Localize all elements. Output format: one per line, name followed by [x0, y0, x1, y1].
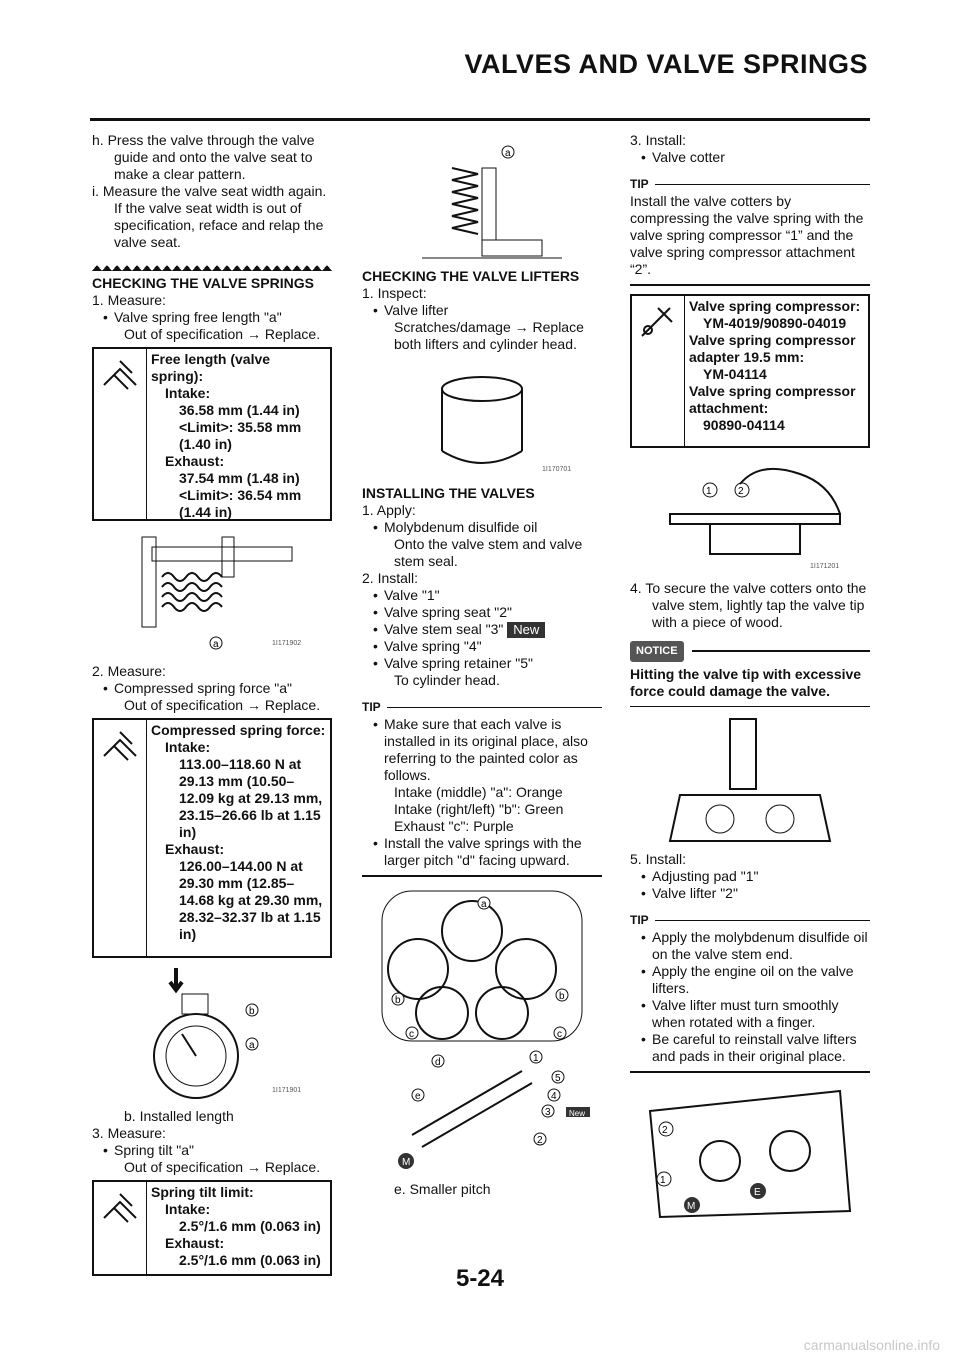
fig-label: 4: [551, 1090, 557, 1102]
spec-exhaust-limit: <Limit>: 36.54 mm (1.44 in): [179, 487, 302, 520]
fig-label: 5: [555, 1072, 561, 1084]
figure-cylinder-head: [372, 885, 592, 1175]
lifter-step-1-result: Scratches/damage → Replace both lifters and cylinder head.: [394, 319, 584, 352]
spec-exhaust-label: Exhaust:: [165, 1235, 225, 1251]
tool-icon: [94, 349, 147, 519]
step-1-result: Out of specification → Replace.: [124, 326, 321, 342]
step-3-bullet: • Spring tilt "a": [92, 1142, 332, 1159]
section-title-lifters: CHECKING THE VALVE LIFTERS: [362, 268, 580, 284]
figure-caliper: [112, 527, 312, 657]
engine-oil-icon: E: [754, 1186, 761, 1198]
install-destination: To cylinder head.: [394, 672, 500, 688]
column-middle: [362, 132, 602, 1198]
fig-label: b: [559, 990, 565, 1002]
tip-item: • Install the valve springs with the larger pitch "d" facing upward.: [362, 835, 602, 869]
tip-header: [630, 176, 870, 193]
lifter-step-1-bullet: • Valve lifter: [362, 302, 602, 319]
step-3: 3. Measure:: [92, 1125, 166, 1141]
section-title-springs: CHECKING THE VALVE SPRINGS: [92, 275, 314, 291]
tool-icon: [94, 720, 147, 956]
lifter-step-1: 1. Inspect:: [362, 285, 427, 301]
step-2-result: Out of specification → Replace.: [124, 697, 321, 713]
column-left: [92, 132, 332, 1280]
spec-intake-value: 2.5°/1.6 mm (0.063 in): [179, 1218, 321, 1234]
step-3-install: 3. Install:: [630, 132, 687, 148]
spec-intake-label: Intake:: [165, 1201, 211, 1217]
page-number: 5-24: [455, 1265, 505, 1292]
apply-step: 1. Apply:: [362, 502, 416, 518]
tip-item: • Apply the engine oil on the valve lifters.: [630, 963, 870, 997]
fig-label: 1: [533, 1052, 539, 1064]
fig-label: 3: [545, 1106, 551, 1118]
tip-end-rule: [630, 1071, 870, 1073]
tip-label: TIP: [362, 700, 381, 714]
step-4: 4. To secure the valve cotters onto the valve stem, lightly tap the valve tip with a piece of wood.: [630, 579, 867, 630]
install-item-seal-text: Valve stem seal "3": [384, 621, 504, 637]
tip-color-line: Intake (middle) "a": Orange: [394, 784, 563, 800]
page-title: VALVES AND VALVE SPRINGS: [464, 49, 868, 79]
spec-intake-value: 113.00–118.60 N at 29.13 mm (10.50–12.09 kg at 29.13 mm, 23.15–26.66 lb at 1.15 in): [179, 756, 323, 840]
fig-caption: b. Installed length: [124, 1108, 234, 1124]
tool-icon: [94, 1182, 147, 1274]
figure-code: 1I171201: [810, 562, 840, 570]
fig-label: b: [395, 994, 401, 1006]
spec-label: Compressed spring force:: [151, 722, 326, 738]
spec-exhaust-label: Exhaust:: [165, 841, 225, 857]
tool-label: Valve spring compressor adapter 19.5 mm:: [689, 331, 856, 365]
tip-label: TIP: [630, 177, 649, 191]
step-2-bullet: • Compressed spring force "a": [92, 680, 332, 697]
spec-box-tilt: [92, 1180, 332, 1276]
step-5-item: • Valve lifter "2": [630, 885, 870, 902]
notice-end-rule: [630, 706, 870, 708]
notice-badge: NOTICE: [630, 641, 684, 662]
apply-bullet: • Molybdenum disulfide oil: [362, 519, 602, 536]
spec-intake-label: Intake:: [165, 739, 211, 755]
step-i: i. Measure the valve seat width again. If the valve seat width is out of specification, reface and relap the valve seat.: [92, 183, 327, 250]
spec-box-free-length: [92, 347, 332, 521]
tool-number: YM-4019/90890-04019: [703, 314, 847, 331]
fig-label: 1: [706, 485, 712, 497]
fig-label: a: [249, 1040, 255, 1051]
figure-lifter-install: [640, 1081, 860, 1221]
figure-spring-tilt: [382, 138, 582, 262]
watermark: carmanualsonline.info: [803, 1337, 940, 1353]
install-step: 2. Install:: [362, 570, 419, 586]
install-item-seal: [362, 621, 602, 638]
fig-label: a: [505, 148, 511, 159]
title-rule: [90, 118, 870, 121]
fig-label: a: [481, 898, 487, 910]
figure-code: 1I171902: [272, 640, 302, 647]
tip-item: • Valve lifter must turn smoothly when rotated with a finger.: [630, 997, 870, 1031]
new-badge: New: [569, 1108, 586, 1118]
spec-label: Spring tilt limit:: [151, 1184, 254, 1200]
tip-label: TIP: [630, 913, 649, 927]
tool-label: Valve spring compressor:: [689, 297, 861, 314]
spec-exhaust-value: 37.54 mm (1.48 in): [179, 470, 300, 486]
spec-intake-value: 36.58 mm (1.44 in): [179, 402, 300, 418]
tip-end-rule: [630, 284, 870, 286]
tip-item: • Apply the molybdenum disulfide oil on the valve stem end.: [630, 929, 870, 963]
tip-text: Install the valve cotters by compressing the valve spring with the valve spring compressor “1” and the valve spring compressor attachment “2”.: [630, 193, 864, 277]
install-item-retainer: • Valve spring retainer "5": [362, 655, 602, 672]
tip-color-line: Exhaust "c": Purple: [394, 818, 514, 834]
fig-label: 1: [660, 1174, 666, 1186]
install-item-seat: • Valve spring seat "2": [362, 604, 602, 621]
step-1-bullet: • Valve spring free length "a": [92, 309, 332, 326]
step-h: h. Press the valve through the valve guide and onto the valve seat to make a clear pattern.: [92, 132, 315, 182]
tip-color-line: Intake (right/left) "b": Green: [394, 801, 564, 817]
step-2: 2. Measure:: [92, 663, 166, 679]
fig-label: 2: [662, 1124, 668, 1136]
install-item-spring: • Valve spring "4": [362, 638, 602, 655]
figure-code: 1I170701: [542, 466, 572, 473]
tip-header: [630, 912, 870, 929]
step-3-result: Out of specification → Replace.: [124, 1159, 321, 1175]
step-5-item: • Adjusting pad "1": [630, 868, 870, 885]
spec-exhaust-value: 2.5°/1.6 mm (0.063 in): [179, 1252, 321, 1268]
column-right: [630, 132, 870, 1227]
tip-header: [362, 699, 602, 716]
spec-intake-label: Intake:: [165, 385, 211, 401]
spec-exhaust-value: 126.00–144.00 N at 29.30 mm (12.85–14.68 kg at 29.30 mm, 28.32–32.37 lb at 1.15 in): [179, 858, 323, 942]
tip-end-rule: [362, 875, 602, 877]
fig-label: a: [213, 639, 219, 650]
figure-spring-scale: [112, 964, 312, 1102]
fig-label: c: [409, 1028, 414, 1040]
moly-oil-icon: M: [687, 1200, 696, 1212]
fig-label: 2: [738, 485, 744, 497]
step-1: 1. Measure:: [92, 292, 166, 308]
fig-label: d: [435, 1056, 441, 1068]
figure-valve-lifter: [382, 359, 582, 479]
spec-box-compressed-force: [92, 718, 332, 958]
new-badge: New: [507, 622, 545, 638]
fig-label: b: [249, 1006, 255, 1017]
step-5: 5. Install:: [630, 851, 687, 867]
section-divider: [92, 259, 332, 271]
spec-exhaust-label: Exhaust:: [165, 453, 225, 469]
section-title-install: INSTALLING THE VALVES: [362, 485, 535, 501]
tip-item: • Be careful to reinstall valve lifters and pads in their original place.: [630, 1031, 870, 1065]
apply-detail: Onto the valve stem and valve stem seal.: [394, 536, 583, 569]
spec-label: Free length (valve spring):: [151, 351, 271, 384]
fig-label: 2: [537, 1134, 543, 1146]
tool-label: Valve spring compressor attachment:: [689, 382, 856, 416]
install-item-valve: • Valve "1": [362, 587, 602, 604]
tool-number: 90890-04114: [703, 416, 785, 433]
tip-item: • Make sure that each valve is installed in its original place, also referring to the painted color as follows.: [362, 716, 602, 784]
moly-oil-icon: M: [402, 1156, 411, 1168]
notice-text: Hitting the valve tip with excessive force could damage the valve.: [630, 665, 862, 699]
tool-number: YM-04114: [703, 365, 767, 382]
figure-code: 1I171901: [272, 1087, 302, 1094]
figure-tap-valve: [650, 715, 850, 845]
figure-compressor: [650, 454, 850, 574]
special-tool-icon: [632, 296, 685, 446]
fig-label: c: [557, 1028, 562, 1040]
spec-intake-limit: <Limit>: 35.58 mm (1.40 in): [179, 419, 302, 452]
step-3-bullet: • Valve cotter: [630, 149, 870, 166]
fig-label: e: [415, 1090, 421, 1102]
notice-header: [630, 641, 870, 662]
fig-caption: e. Smaller pitch: [394, 1180, 491, 1197]
spec-box-tools: [630, 294, 870, 448]
